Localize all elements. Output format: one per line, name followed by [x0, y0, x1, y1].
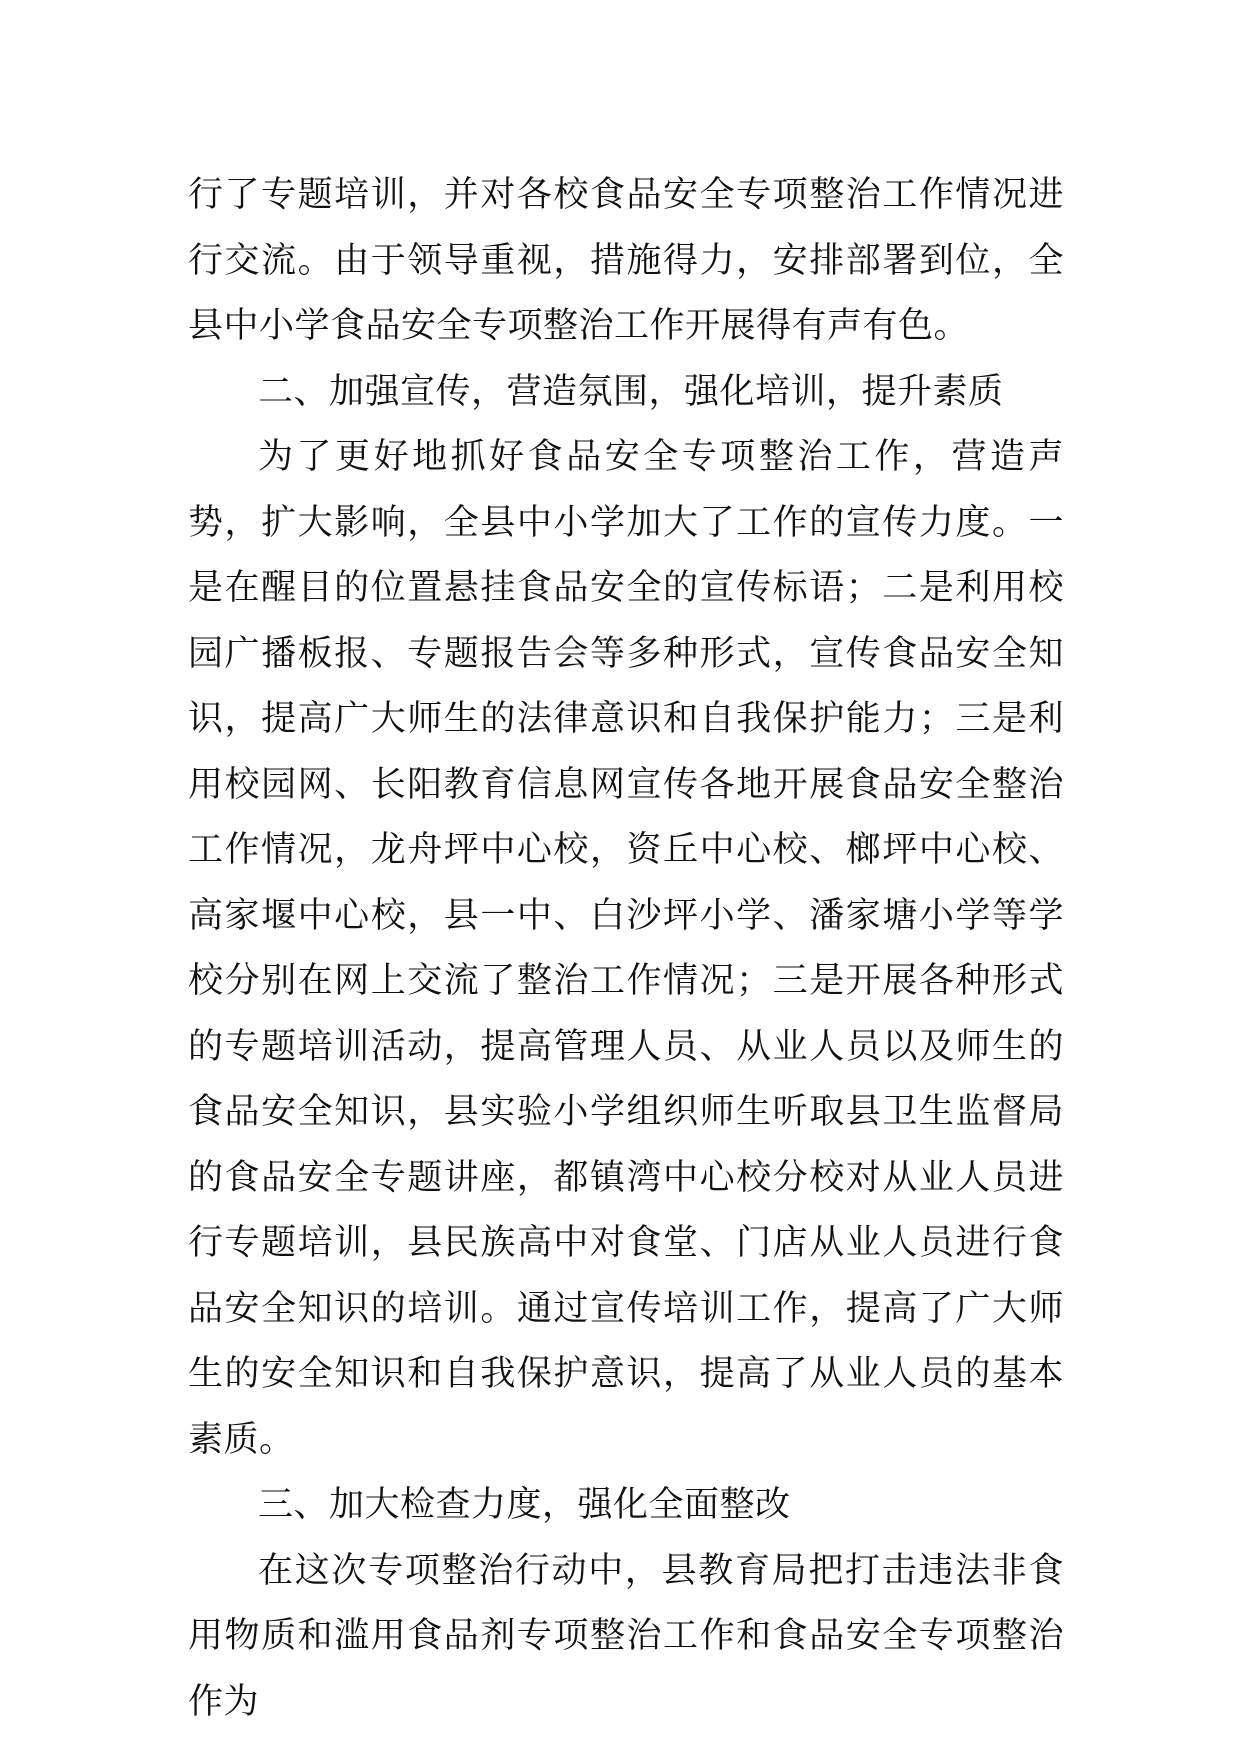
paragraph-inspection: 在这次专项整治行动中，县教育局把打击违法非食用物质和滥用食品剂专项整治工作和食品安全专项整治作为: [188, 1550, 1064, 1722]
document-page: [188, 163, 1064, 1735]
section-heading-2: 二、加强宣传，营造氛围，强化培训，提升素质: [258, 371, 1004, 412]
section-heading-3: 三、加大检查力度，强化全面整改: [258, 1485, 791, 1525]
paragraph-continuation: 行了专题培训，并对各校食品安全专项整治工作情况进行交流。由于领导重视，措施得力，安排部署到位，全县中小学食品安全专项整治工作开展得有声有色。: [188, 175, 1064, 346]
paragraph-publicity: 为了更好地抓好食品安全专项整治工作，营造声势，扩大影响，全县中小学加大了工作的宣传力度。一是在醒目的位置悬挂食品安全的宣传标语；二是利用校园广播板报、专题报告会等多种形式，宣传食品安全知识，提高广大师生的法律意识和自我保护能力；三是利用校园网、长阳教育信息网宣传各地开展食品安全整治工作情况，龙舟坪中心校，资丘中心校、榔坪中心校、高家堰中心校，县一中、白沙坪小学、潘家塘小学等学校分别在网上交流了整治工作情况；三是开展各种形式的专题培训活动，提高管理人员、从业人员以及师生的食品安全知识，县实验小学组织师生听取县卫生监督局的食品安全专题讲座，都镇湾中心校分校对从业人员进行专题培训，县民族高中对食堂、门店从业人员进行食品安全知识的培训。通过宣传培训工作，提高了广大师生的安全知识和自我保护意识，提高了从业人员的基本素质。: [188, 437, 1064, 1460]
